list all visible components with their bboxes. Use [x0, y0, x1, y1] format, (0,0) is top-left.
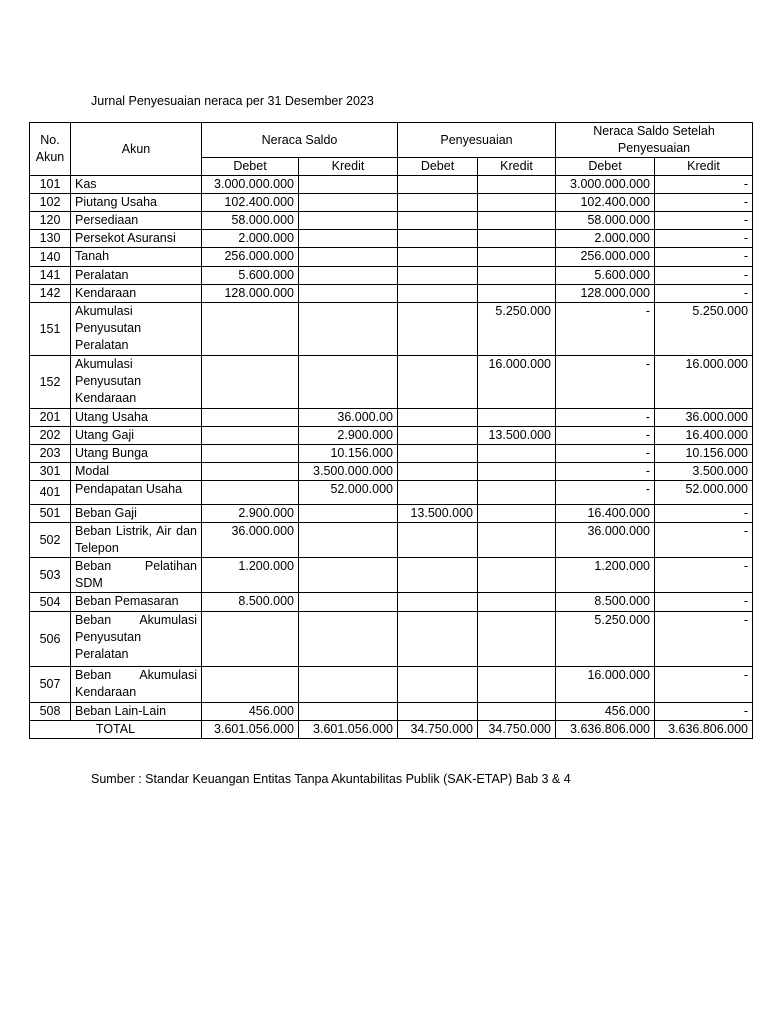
account-name: Utang Usaha	[71, 409, 202, 427]
p-debet-cell	[398, 303, 478, 356]
nss-kredit-cell: 16.000.000	[655, 356, 753, 409]
ns-kredit-cell	[299, 267, 398, 285]
table-row	[30, 409, 753, 427]
account-number: 152	[30, 356, 71, 409]
header-akun: Akun	[71, 123, 202, 176]
account-number: 506	[30, 612, 71, 667]
nss-debet-cell: -	[556, 481, 655, 505]
account-name: Peralatan	[71, 267, 202, 285]
p-kredit-cell	[478, 285, 556, 303]
p-debet-cell	[398, 409, 478, 427]
nss-debet-cell: 5.600.000	[556, 267, 655, 285]
p-debet-cell	[398, 703, 478, 721]
p-kredit-cell	[478, 667, 556, 703]
nss-kredit-cell: -	[655, 505, 753, 523]
journal-table	[29, 122, 753, 739]
ns-kredit-cell	[299, 230, 398, 248]
p-kredit-cell	[478, 267, 556, 285]
table-row	[30, 505, 753, 523]
nss-debet-cell: -	[556, 409, 655, 427]
total-p-kredit: 34.750.000	[478, 721, 556, 739]
nss-debet-cell: -	[556, 445, 655, 463]
ns-debet-cell: 5.600.000	[202, 267, 299, 285]
p-kredit-cell	[478, 445, 556, 463]
ns-debet-cell: 256.000.000	[202, 248, 299, 267]
table-row	[30, 356, 753, 409]
p-kredit-cell	[478, 481, 556, 505]
ns-debet-cell	[202, 409, 299, 427]
account-number: 102	[30, 194, 71, 212]
account-number: 507	[30, 667, 71, 703]
ns-debet-cell: 2.900.000	[202, 505, 299, 523]
nss-kredit-cell: 3.500.000	[655, 463, 753, 481]
nss-debet-cell: -	[556, 303, 655, 356]
ns-debet-cell: 1.200.000	[202, 558, 299, 593]
account-number: 202	[30, 427, 71, 445]
total-row	[30, 721, 753, 739]
ns-kredit-cell	[299, 523, 398, 558]
ns-debet-cell	[202, 481, 299, 505]
account-number: 151	[30, 303, 71, 356]
p-debet-cell	[398, 356, 478, 409]
p-kredit-cell	[478, 212, 556, 230]
account-name: Utang Gaji	[71, 427, 202, 445]
p-debet-cell	[398, 176, 478, 194]
nss-kredit-cell: -	[655, 703, 753, 721]
account-name: Beban Listrik, Air dan Telepon	[71, 523, 202, 558]
ns-debet-cell: 2.000.000	[202, 230, 299, 248]
nss-kredit-cell: 52.000.000	[655, 481, 753, 505]
table-row	[30, 667, 753, 703]
account-number: 503	[30, 558, 71, 593]
account-number: 501	[30, 505, 71, 523]
header-no-akun: No. Akun	[30, 123, 71, 176]
ns-kredit-cell	[299, 667, 398, 703]
p-kredit-cell: 16.000.000	[478, 356, 556, 409]
source-note: Sumber : Standar Keuangan Entitas Tanpa Akuntabilitas Publik (SAK-ETAP) Bab 3 & 4	[91, 772, 571, 786]
header-p-kredit: Kredit	[478, 158, 556, 176]
nss-debet-cell: 3.000.000.000	[556, 176, 655, 194]
account-name: Tanah	[71, 248, 202, 267]
p-debet-cell	[398, 285, 478, 303]
account-number: 504	[30, 593, 71, 612]
ns-debet-cell: 128.000.000	[202, 285, 299, 303]
nss-kredit-cell: -	[655, 267, 753, 285]
table-row	[30, 194, 753, 212]
header-neraca-saldo-setelah-penyesuaian: Neraca Saldo Setelah Penyesuaian	[556, 123, 753, 158]
p-kredit-cell	[478, 505, 556, 523]
table-row	[30, 558, 753, 593]
account-number: 301	[30, 463, 71, 481]
nss-kredit-cell: -	[655, 593, 753, 612]
p-debet-cell	[398, 194, 478, 212]
ns-kredit-cell: 52.000.000	[299, 481, 398, 505]
p-kredit-cell	[478, 523, 556, 558]
account-number: 401	[30, 481, 71, 505]
p-kredit-cell: 5.250.000	[478, 303, 556, 356]
nss-kredit-cell: 10.156.000	[655, 445, 753, 463]
p-kredit-cell: 13.500.000	[478, 427, 556, 445]
account-name: Persediaan	[71, 212, 202, 230]
header-p-debet: Debet	[398, 158, 478, 176]
nss-debet-cell: -	[556, 427, 655, 445]
nss-debet-cell: 5.250.000	[556, 612, 655, 667]
p-debet-cell	[398, 463, 478, 481]
ns-kredit-cell	[299, 356, 398, 409]
table-row	[30, 481, 753, 505]
table-row	[30, 523, 753, 558]
ns-kredit-cell	[299, 303, 398, 356]
ns-debet-cell: 3.000.000.000	[202, 176, 299, 194]
p-kredit-cell	[478, 230, 556, 248]
nss-debet-cell: 36.000.000	[556, 523, 655, 558]
nss-kredit-cell: -	[655, 176, 753, 194]
p-debet-cell	[398, 212, 478, 230]
p-debet-cell	[398, 230, 478, 248]
total-nss-debet: 3.636.806.000	[556, 721, 655, 739]
p-kredit-cell	[478, 703, 556, 721]
header-nss-kredit: Kredit	[655, 158, 753, 176]
table-row	[30, 176, 753, 194]
account-name: Akumulasi Penyusutan Peralatan	[71, 303, 202, 356]
total-ns-kredit: 3.601.056.000	[299, 721, 398, 739]
nss-debet-cell: 58.000.000	[556, 212, 655, 230]
ns-kredit-cell: 3.500.000.000	[299, 463, 398, 481]
nss-debet-cell: 456.000	[556, 703, 655, 721]
account-name: Utang Bunga	[71, 445, 202, 463]
p-debet-cell	[398, 427, 478, 445]
p-kredit-cell	[478, 409, 556, 427]
table-row	[30, 463, 753, 481]
account-name: Pendapatan Usaha	[71, 481, 202, 505]
nss-kredit-cell: 36.000.000	[655, 409, 753, 427]
account-name: Beban Gaji	[71, 505, 202, 523]
ns-debet-cell	[202, 612, 299, 667]
account-name: Akumulasi Penyusutan Kendaraan	[71, 356, 202, 409]
ns-debet-cell	[202, 445, 299, 463]
nss-kredit-cell: 16.400.000	[655, 427, 753, 445]
p-debet-cell	[398, 667, 478, 703]
ns-debet-cell	[202, 463, 299, 481]
nss-debet-cell: -	[556, 463, 655, 481]
ns-debet-cell: 58.000.000	[202, 212, 299, 230]
nss-kredit-cell: -	[655, 248, 753, 267]
ns-kredit-cell: 10.156.000	[299, 445, 398, 463]
p-kredit-cell	[478, 558, 556, 593]
header-ns-kredit: Kredit	[299, 158, 398, 176]
p-debet-cell	[398, 593, 478, 612]
ns-kredit-cell	[299, 212, 398, 230]
total-ns-debet: 3.601.056.000	[202, 721, 299, 739]
ns-kredit-cell	[299, 593, 398, 612]
total-label: TOTAL	[30, 721, 202, 739]
account-name: Modal	[71, 463, 202, 481]
account-number: 130	[30, 230, 71, 248]
ns-debet-cell: 456.000	[202, 703, 299, 721]
table-row	[30, 267, 753, 285]
table-row	[30, 445, 753, 463]
table-row	[30, 612, 753, 667]
total-p-debet: 34.750.000	[398, 721, 478, 739]
journal-body	[30, 176, 753, 739]
account-number: 141	[30, 267, 71, 285]
p-debet-cell	[398, 267, 478, 285]
nss-debet-cell: 16.000.000	[556, 667, 655, 703]
nss-debet-cell: 128.000.000	[556, 285, 655, 303]
nss-debet-cell: -	[556, 356, 655, 409]
table-row	[30, 230, 753, 248]
nss-debet-cell: 102.400.000	[556, 194, 655, 212]
ns-kredit-cell	[299, 176, 398, 194]
account-name: Beban Akumulasi Penyusutan Peralatan	[71, 612, 202, 667]
account-number: 142	[30, 285, 71, 303]
header-nss-debet: Debet	[556, 158, 655, 176]
nss-kredit-cell: -	[655, 230, 753, 248]
account-name: Beban Pelatihan SDM	[71, 558, 202, 593]
ns-kredit-cell	[299, 285, 398, 303]
ns-kredit-cell	[299, 248, 398, 267]
total-nss-kredit: 3.636.806.000	[655, 721, 753, 739]
ns-debet-cell	[202, 356, 299, 409]
account-number: 120	[30, 212, 71, 230]
ns-debet-cell: 8.500.000	[202, 593, 299, 612]
p-kredit-cell	[478, 612, 556, 667]
nss-debet-cell: 256.000.000	[556, 248, 655, 267]
document-title: Jurnal Penyesuaian neraca per 31 Desember 2023	[91, 94, 374, 108]
table-row	[30, 248, 753, 267]
ns-kredit-cell	[299, 703, 398, 721]
ns-kredit-cell	[299, 194, 398, 212]
account-number: 140	[30, 248, 71, 267]
nss-debet-cell: 16.400.000	[556, 505, 655, 523]
nss-debet-cell: 8.500.000	[556, 593, 655, 612]
ns-debet-cell	[202, 303, 299, 356]
ns-kredit-cell	[299, 558, 398, 593]
table-row	[30, 703, 753, 721]
p-kredit-cell	[478, 463, 556, 481]
nss-kredit-cell: 5.250.000	[655, 303, 753, 356]
table-row	[30, 427, 753, 445]
ns-debet-cell: 102.400.000	[202, 194, 299, 212]
ns-kredit-cell: 2.900.000	[299, 427, 398, 445]
table-row	[30, 285, 753, 303]
ns-kredit-cell	[299, 505, 398, 523]
p-kredit-cell	[478, 194, 556, 212]
p-kredit-cell	[478, 593, 556, 612]
ns-debet-cell: 36.000.000	[202, 523, 299, 558]
header-neraca-saldo: Neraca Saldo	[202, 123, 398, 158]
ns-kredit-cell: 36.000.00	[299, 409, 398, 427]
account-name: Piutang Usaha	[71, 194, 202, 212]
nss-kredit-cell: -	[655, 523, 753, 558]
table-row	[30, 303, 753, 356]
nss-debet-cell: 2.000.000	[556, 230, 655, 248]
account-name: Kas	[71, 176, 202, 194]
header-ns-debet: Debet	[202, 158, 299, 176]
p-debet-cell	[398, 558, 478, 593]
account-name: Beban Lain-Lain	[71, 703, 202, 721]
p-debet-cell	[398, 481, 478, 505]
nss-kredit-cell: -	[655, 285, 753, 303]
nss-kredit-cell: -	[655, 558, 753, 593]
account-number: 508	[30, 703, 71, 721]
nss-kredit-cell: -	[655, 612, 753, 667]
account-number: 201	[30, 409, 71, 427]
p-debet-cell	[398, 445, 478, 463]
nss-kredit-cell: -	[655, 667, 753, 703]
account-number: 101	[30, 176, 71, 194]
p-debet-cell	[398, 523, 478, 558]
account-number: 502	[30, 523, 71, 558]
p-debet-cell	[398, 612, 478, 667]
account-name: Kendaraan	[71, 285, 202, 303]
nss-debet-cell: 1.200.000	[556, 558, 655, 593]
header-penyesuaian: Penyesuaian	[398, 123, 556, 158]
account-name: Persekot Asuransi	[71, 230, 202, 248]
ns-debet-cell	[202, 667, 299, 703]
account-name: Beban Pemasaran	[71, 593, 202, 612]
p-debet-cell	[398, 248, 478, 267]
p-debet-cell: 13.500.000	[398, 505, 478, 523]
table-row	[30, 593, 753, 612]
p-kredit-cell	[478, 176, 556, 194]
account-name: Beban Akumulasi Kendaraan	[71, 667, 202, 703]
ns-kredit-cell	[299, 612, 398, 667]
nss-kredit-cell: -	[655, 212, 753, 230]
account-number: 203	[30, 445, 71, 463]
nss-kredit-cell: -	[655, 194, 753, 212]
ns-debet-cell	[202, 427, 299, 445]
table-row	[30, 212, 753, 230]
p-kredit-cell	[478, 248, 556, 267]
